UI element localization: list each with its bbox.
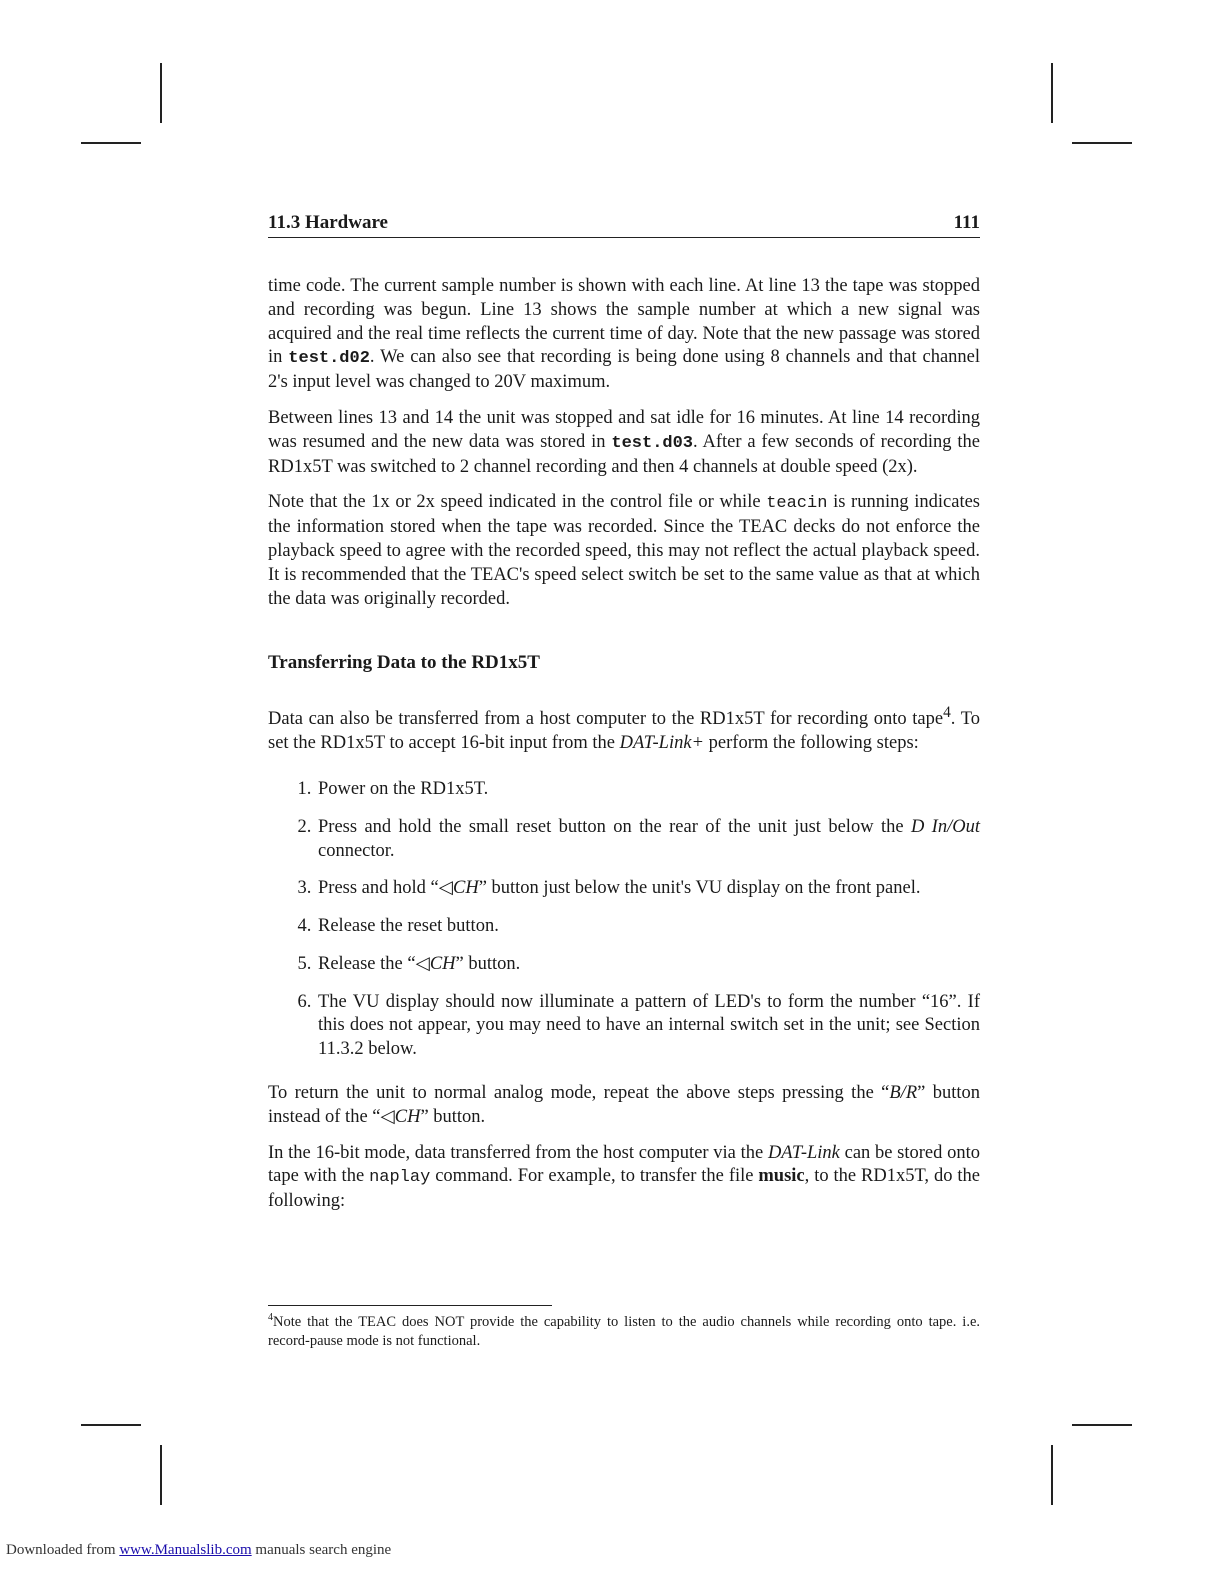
crop-mark — [1051, 63, 1053, 123]
crop-mark — [1072, 142, 1132, 144]
page-number: 111 — [953, 212, 980, 233]
paragraph: Data can also be transferred from a host computer to the RD1x5T for recording onto tape$^4$. To set the RD1x5T to accept 16-bit input from the DAT-Link+ perform the following steps: — [268, 704, 980, 754]
command-name: naplay — [369, 1168, 431, 1188]
crop-mark — [1072, 1424, 1132, 1426]
footnote-divider — [268, 1305, 552, 1306]
section-title: 11.3 Hardware — [268, 212, 388, 233]
source-credit: Downloaded from www.Manualslib.com manuals search engine — [6, 1542, 392, 1558]
filename: test.d02 — [288, 349, 370, 369]
command-name: teacin — [766, 494, 828, 514]
paragraph: To return the unit to normal analog mode, repeat the above steps pressing the “B/R” button instead of the “◁CH” button. — [268, 1083, 980, 1127]
crop-mark — [160, 1445, 162, 1505]
steps-list — [268, 778, 980, 1062]
list-item: 2. Press and hold the small reset button on the rear of the unit just below the D In/Out connector. — [316, 816, 980, 864]
list-item: 3. Press and hold “◁CH” button just below the unit's VU display on the front panel. — [316, 877, 980, 901]
running-header — [268, 212, 980, 238]
footnote-ref: 4 — [943, 704, 951, 722]
list-item: 1. Power on the RD1x5T. — [316, 778, 980, 802]
paragraph: Between lines 13 and 14 the unit was stopped and sat idle for 16 minutes. At line 14 recording was resumed and the new data was stored in test.d03. After a few seconds of recording the RD1x5T was switched to 2 channel recording and then 4 channels at double speed (2x). — [268, 407, 980, 477]
list-item: 5. Release the “◁CH” button. — [316, 953, 980, 977]
manualslib-link[interactable]: www.Manualslib.com — [119, 1542, 252, 1558]
footnote: $^4$Note that the TEAC does NOT provide the capability to listen to the audio channels while recording onto tape. i.e. record-pause mode is not functional. — [268, 1312, 980, 1349]
crop-mark — [1051, 1445, 1053, 1505]
crop-mark — [81, 1424, 141, 1426]
list-item: 4. Release the reset button. — [316, 915, 980, 939]
subsection-heading: Transferring Data to the RD1x5T — [268, 652, 540, 674]
paragraph: In the 16-bit mode, data transferred from the host computer via the DAT-Link can be stored onto tape with the naplay command. For example, to transfer the file music, to the RD1x5T, do the following: — [268, 1142, 980, 1212]
page-body — [268, 275, 980, 1226]
list-item: 6. The VU display should now illuminate a pattern of LED's to form the number “16”. If this does not appear, you may need to have an internal switch set in the unit; see Section 11.3.2 below. — [316, 991, 980, 1062]
crop-mark — [81, 142, 141, 144]
crop-mark — [160, 63, 162, 123]
paragraph: Note that the 1x or 2x speed indicated in the control file or while teacin is running indicates the information stored when the tape was recorded. Since the TEAC decks do not enforce the playback speed to agree with the recorded speed, this may not reflect the actual playback speed. It is recommended that the TEAC's speed select switch be set to the same value as that at which the data was originally recorded. — [268, 492, 980, 609]
filename: test.d03 — [611, 433, 694, 453]
paragraph: time code. The current sample number is shown with each line. At line 13 the tape was stopped and recording was begun. Line 13 shows the sample number at which a new signal was acquired and the real time reflects the current time of day. Note that the new passage was stored in test.d02. We can also see that recording is being done using 8 channels and that channel 2's input level was changed to 20V maximum. — [268, 276, 981, 393]
